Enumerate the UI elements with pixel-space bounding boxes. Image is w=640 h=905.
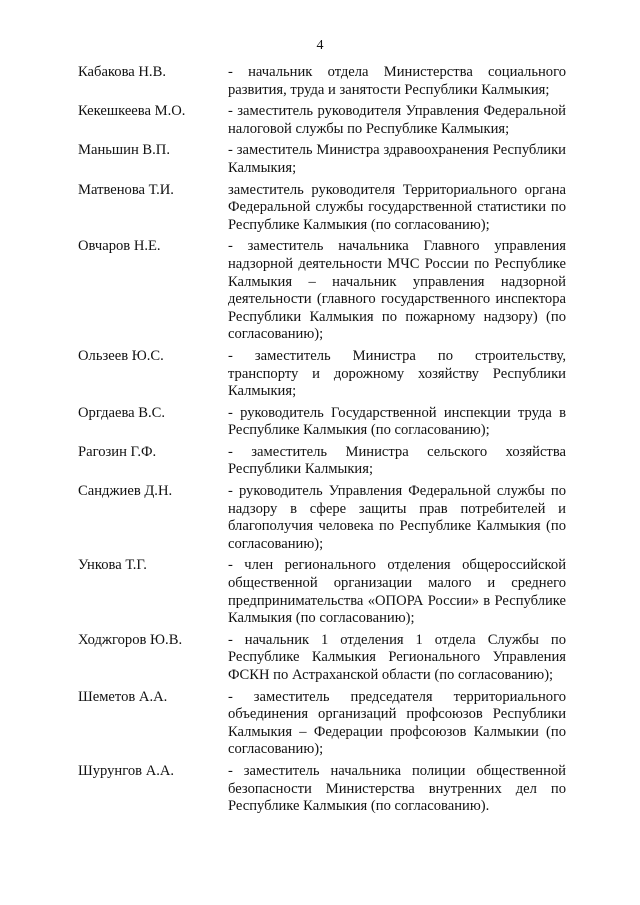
member-name: Овчаров Н.Е. bbox=[78, 238, 161, 255]
page-number: 4 bbox=[316, 38, 324, 53]
member-name: Ходжгоров Ю.В. bbox=[78, 631, 183, 648]
member-role: - член регионального отделения общероссийской общественной организации малого и среднего предпринимательства «ОПОРА России» в Республике Калмыкия (по согласованию); bbox=[228, 557, 566, 627]
member-name: Ункова Т.Г. bbox=[78, 557, 147, 574]
member-name: Санджиев Д.Н. bbox=[78, 483, 173, 500]
member-row bbox=[78, 632, 566, 685]
member-row bbox=[78, 182, 566, 235]
member-role: - заместитель председателя территориального объединения организаций профсоюзов Республики Калмыкия – Федерации профсоюзов Калмыкии (по согласованию); bbox=[228, 688, 566, 758]
member-name: Кекешкеева М.О. bbox=[78, 103, 186, 120]
member-row bbox=[78, 348, 566, 401]
member-row bbox=[78, 689, 566, 759]
member-role: - заместитель Министра сельского хозяйства Республики Калмыкия; bbox=[228, 443, 566, 478]
member-name: Оргдаева В.С. bbox=[78, 404, 166, 421]
member-list bbox=[78, 64, 566, 820]
member-role: - заместитель Министра по строительству, транспорту и дорожному хозяйству Республики Калмыкия; bbox=[228, 347, 566, 400]
member-role: - заместитель руководителя Управления Федеральной налоговой службы по Республике Калмыкия; bbox=[228, 103, 566, 137]
member-row bbox=[78, 763, 566, 816]
member-role: - руководитель Управления Федеральной службы по надзору в сфере защиты прав потребителей и благополучия человека по Республике Калмыкия (по согласованию); bbox=[228, 483, 566, 552]
member-role: - заместитель начальника полиции общественной безопасности Министерства внутренних дел по Республике Калмыкия (по согласованию). bbox=[228, 762, 566, 815]
member-role: заместитель руководителя Территориального органа Федеральной службы государственной статистики по Республике Калмыкия (по согласованию); bbox=[228, 181, 566, 233]
member-name: Шурунгов А.А. bbox=[78, 762, 175, 779]
member-name: Маньшин В.П. bbox=[78, 142, 170, 159]
member-role: - руководитель Государственной инспекции труда в Республике Калмыкия (по согласованию); bbox=[228, 404, 566, 439]
member-name: Кабакова Н.В. bbox=[78, 64, 166, 80]
member-name: Ользеев Ю.С. bbox=[78, 347, 164, 364]
member-role: - заместитель начальника Главного управления надзорной деятельности МЧС России по Республике Калмыкия – начальник управления надзорной деятельности (главного государственного инспектора Республики Калмыкия по пожарному надзору) (по согласованию); bbox=[228, 238, 566, 343]
member-name: Рагозин Г.Ф. bbox=[78, 443, 157, 460]
member-name: Матвенова Т.И. bbox=[78, 181, 174, 198]
member-row bbox=[78, 103, 566, 138]
member-row bbox=[78, 483, 566, 553]
member-row bbox=[78, 64, 566, 99]
member-role: - начальник отдела Министерства социального развития, труда и занятости Республики Калмыкия; bbox=[228, 64, 566, 98]
member-row bbox=[78, 405, 566, 440]
member-role: - начальник 1 отделения 1 отдела Службы по Республике Калмыкия Регионального Управления ФСКН по Астраханской области (по согласованию); bbox=[228, 631, 566, 683]
member-name: Шеметов А.А. bbox=[78, 688, 168, 705]
member-row bbox=[78, 444, 566, 479]
member-row bbox=[78, 238, 566, 344]
member-role: - заместитель Министра здравоохранения Республики Калмыкия; bbox=[228, 142, 566, 176]
member-row bbox=[78, 142, 566, 177]
member-row bbox=[78, 557, 566, 627]
